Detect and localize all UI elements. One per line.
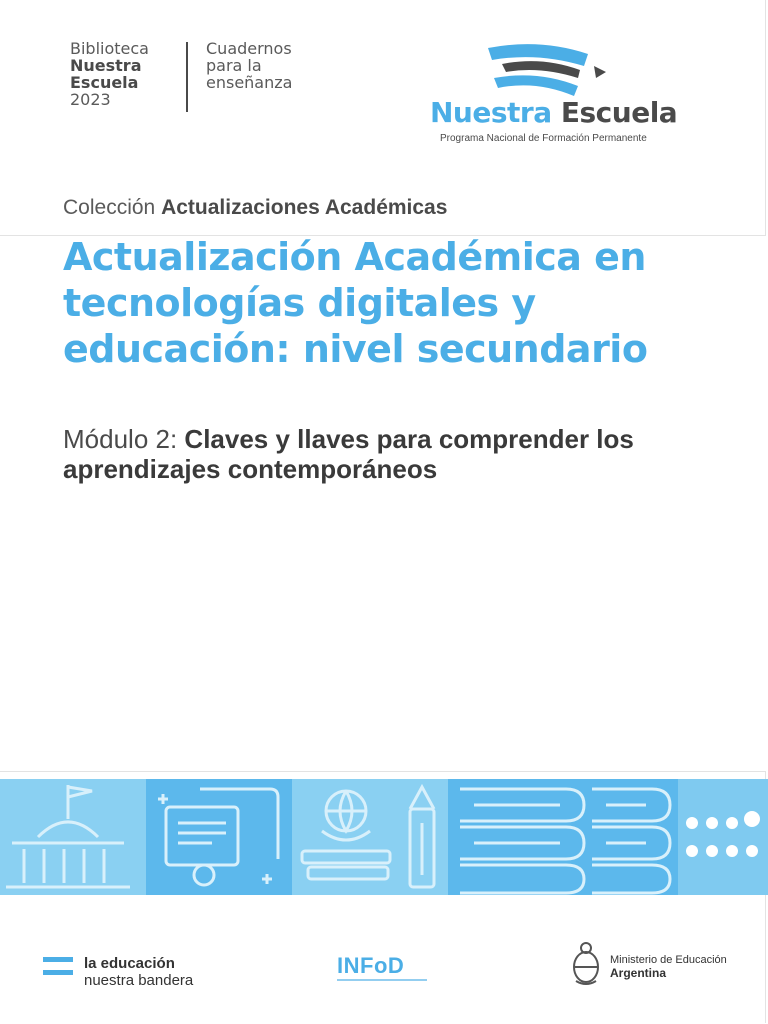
- program-subtitle: Programa Nacional de Formación Permanente: [440, 133, 647, 144]
- infod-underline: [337, 979, 427, 981]
- flag-icon: [43, 957, 73, 975]
- slogan: la educación nuestra bandera: [84, 955, 194, 989]
- collection-label: Colección Actualizaciones Académicas: [63, 196, 448, 219]
- ministry-label: Ministerio de Educación Argentina: [610, 954, 727, 980]
- national-seal-icon: [570, 941, 602, 987]
- series-divider: [186, 42, 188, 112]
- education-illustration-band: [0, 779, 768, 895]
- series-subtitle: Cuadernos para la enseñanza: [206, 39, 293, 92]
- infod-logo: INFoD: [337, 953, 405, 978]
- module-heading: Módulo 2: Claves y llaves para comprender los aprendizajes contemporáneos: [63, 424, 634, 484]
- program-name: Nuestra Escuela: [430, 96, 678, 129]
- series-name: Biblioteca Nuestra Escuela 2023: [70, 39, 149, 109]
- document-title: Actualización Académica en tecnologías digitales y educación: nivel secundario: [63, 235, 648, 371]
